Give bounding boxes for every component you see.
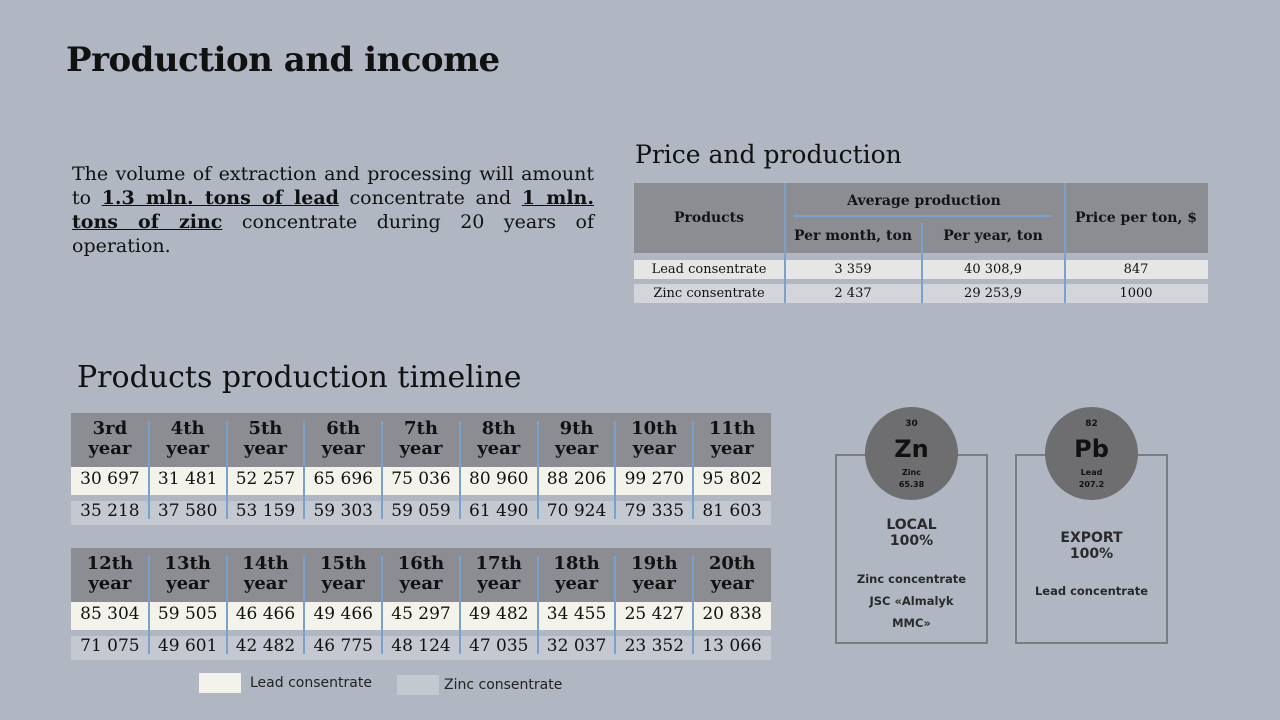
timeline-lead-value: 95 802 [702, 469, 762, 489]
lead-name: Lead [1080, 468, 1103, 477]
local-label: LOCAL [886, 517, 937, 533]
timeline-zinc-value: 53 159 [235, 501, 296, 521]
timeline-column [615, 413, 693, 525]
timeline-zinc-value: 47 035 [469, 636, 529, 656]
timeline-lead-value: 30 697 [80, 469, 140, 489]
timeline-lead-value: 46 466 [235, 604, 296, 624]
header-per-month: Per month, ton [793, 228, 912, 244]
timeline-column [382, 413, 460, 525]
timeline-block-1 [71, 413, 771, 525]
zinc-symbol: Zn [894, 435, 929, 463]
timeline-year-label: 3rd year [88, 418, 132, 459]
timeline-column-divider [537, 556, 539, 654]
timeline-zinc-value: 48 124 [391, 636, 451, 656]
timeline-year-label: 6th year [321, 418, 365, 459]
timeline-lead-value: 65 696 [313, 469, 373, 489]
timeline-zinc-value: 42 482 [235, 636, 296, 656]
price-section-title: Price and production [635, 140, 902, 169]
timeline-zinc-value: 13 066 [702, 636, 762, 656]
timeline-column [227, 413, 305, 525]
timeline-year-label: 7th year [399, 418, 443, 459]
timeline-year-label: 19th year [631, 553, 678, 594]
timeline-column [615, 548, 693, 660]
timeline-year-label: 17th year [475, 553, 522, 594]
timeline-column-divider [303, 421, 305, 519]
timeline-zinc-value: 37 580 [157, 501, 218, 521]
export-product: Lead concentrate [1034, 584, 1149, 598]
timeline-lead-value: 45 297 [391, 604, 451, 624]
timeline-column [538, 413, 616, 525]
price-table [634, 183, 1208, 303]
intro-text-2: concentrate and [338, 187, 522, 209]
row-price: 847 [1123, 262, 1149, 277]
timeline-column [693, 413, 771, 525]
timeline-column [149, 413, 227, 525]
timeline-year-label: 12th year [86, 553, 134, 594]
header-divider [794, 215, 1052, 217]
legend-lead-label: Lead consentrate [250, 675, 372, 691]
timeline-year-label: 11th year [708, 418, 756, 459]
timeline-lead-value: 85 304 [80, 604, 140, 624]
timeline-lead-value: 52 257 [235, 469, 296, 489]
timeline-column-divider [537, 421, 539, 519]
timeline-lead-value: 75 036 [391, 469, 451, 489]
timeline-lead-value: 49 482 [469, 604, 529, 624]
timeline-column-divider [459, 556, 461, 654]
row-product: Lead consentrate [651, 262, 767, 277]
row-product: Zinc consentrate [653, 286, 765, 301]
lead-amount: 1.3 mln. tons of lead [101, 187, 339, 209]
timeline-year-label: 13th year [164, 553, 211, 594]
row-per-month: 3 359 [834, 262, 872, 277]
timeline-block-2 [71, 548, 771, 660]
header-per-year: Per year, ton [943, 228, 1043, 244]
timeline-column-divider [614, 556, 616, 654]
timeline-title: Products production timeline [77, 360, 522, 395]
timeline-lead-value: 25 427 [624, 604, 685, 624]
timeline-zinc-value: 32 037 [546, 636, 607, 656]
header-average-production: Average production [847, 193, 1001, 209]
timeline-column [460, 548, 538, 660]
intro-text-1: The volume of extraction and processing will amount to [72, 163, 594, 209]
timeline-zinc-value: 81 603 [702, 501, 762, 521]
column-divider [784, 183, 786, 303]
legend-lead-swatch [199, 673, 241, 693]
export-label: EXPORT [1060, 530, 1123, 546]
local-product: Zinc concentrate [856, 572, 967, 586]
timeline-year-label: 8th year [477, 418, 521, 459]
column-divider [1064, 183, 1066, 303]
timeline-lead-value: 49 466 [313, 604, 373, 624]
row-per-month: 2 437 [834, 286, 872, 301]
zinc-amount: 1 mln. tons of zinc [72, 187, 594, 233]
timeline-zinc-value: 59 303 [313, 501, 373, 521]
lead-atomic-number: 82 [1085, 419, 1098, 429]
timeline-column-divider [226, 421, 228, 519]
timeline-column-divider [381, 421, 383, 519]
local-buyer-line1: JSC «Almalyk [869, 594, 954, 608]
timeline-column-divider [148, 421, 150, 519]
timeline-column [71, 548, 149, 660]
zinc-atomic-number: 30 [905, 419, 918, 429]
timeline-zinc-value: 59 059 [391, 501, 451, 521]
intro-paragraph [72, 162, 594, 258]
timeline-lead-value: 31 481 [157, 469, 218, 489]
timeline-year-label: 14th year [242, 553, 289, 594]
timeline-column-divider [226, 556, 228, 654]
zinc-element-icon [865, 407, 958, 500]
timeline-year-label: 20th year [708, 553, 756, 594]
legend-zinc-swatch [397, 675, 439, 695]
timeline-zinc-value: 70 924 [546, 501, 607, 521]
timeline-zinc-value: 79 335 [624, 501, 685, 521]
timeline-zinc-value: 49 601 [157, 636, 218, 656]
timeline-zinc-value: 35 218 [80, 501, 140, 521]
timeline-column-divider [614, 421, 616, 519]
column-divider [921, 223, 923, 303]
timeline-column-divider [303, 556, 305, 654]
row-price: 1000 [1119, 286, 1153, 301]
timeline-year-label: 9th year [555, 418, 599, 459]
timeline-year-label: 15th year [319, 553, 367, 594]
timeline-column-divider [692, 556, 694, 654]
lead-element-icon [1045, 407, 1138, 500]
timeline-column [382, 548, 460, 660]
row-per-year: 29 253,9 [964, 286, 1022, 301]
timeline-year-label: 5th year [243, 418, 287, 459]
timeline-lead-value: 88 206 [546, 469, 607, 489]
timeline-zinc-value: 61 490 [469, 501, 529, 521]
timeline-column [693, 548, 771, 660]
header-products: Products [673, 210, 745, 226]
timeline-column [538, 548, 616, 660]
timeline-column [460, 413, 538, 525]
timeline-column-divider [459, 421, 461, 519]
zinc-name: Zinc [902, 468, 921, 477]
timeline-zinc-value: 46 775 [313, 636, 373, 656]
timeline-zinc-value: 23 352 [624, 636, 685, 656]
local-share: 100% [889, 533, 934, 549]
page-title: Production and income [66, 40, 500, 80]
zinc-atomic-weight: 65.38 [898, 480, 925, 489]
timeline-column [149, 548, 227, 660]
timeline-column [304, 413, 382, 525]
timeline-year-label: 4th year [166, 418, 210, 459]
header-price: Price per ton, $ [1075, 210, 1197, 226]
timeline-year-label: 16th year [397, 553, 445, 594]
row-per-year: 40 308,9 [964, 262, 1022, 277]
lead-atomic-weight: 207.2 [1078, 480, 1105, 489]
timeline-column-divider [692, 421, 694, 519]
lead-symbol: Pb [1074, 435, 1109, 463]
timeline-column-divider [381, 556, 383, 654]
timeline-lead-value: 34 455 [546, 604, 607, 624]
local-buyer-line2: MMC» [892, 616, 931, 630]
intro-text-3: concentrate during 20 years of operation. [72, 211, 594, 257]
timeline-lead-value: 20 838 [702, 604, 762, 624]
timeline-lead-value: 99 270 [624, 469, 685, 489]
legend-zinc-label: Zinc consentrate [444, 677, 563, 693]
timeline-column [71, 413, 149, 525]
timeline-lead-value: 59 505 [157, 604, 218, 624]
timeline-column [227, 548, 305, 660]
timeline-zinc-value: 71 075 [80, 636, 140, 656]
timeline-lead-value: 80 960 [469, 469, 529, 489]
timeline-year-label: 18th year [553, 553, 600, 594]
timeline-column-divider [148, 556, 150, 654]
timeline-column [304, 548, 382, 660]
timeline-year-label: 10th year [631, 418, 678, 459]
export-share: 100% [1069, 546, 1114, 562]
